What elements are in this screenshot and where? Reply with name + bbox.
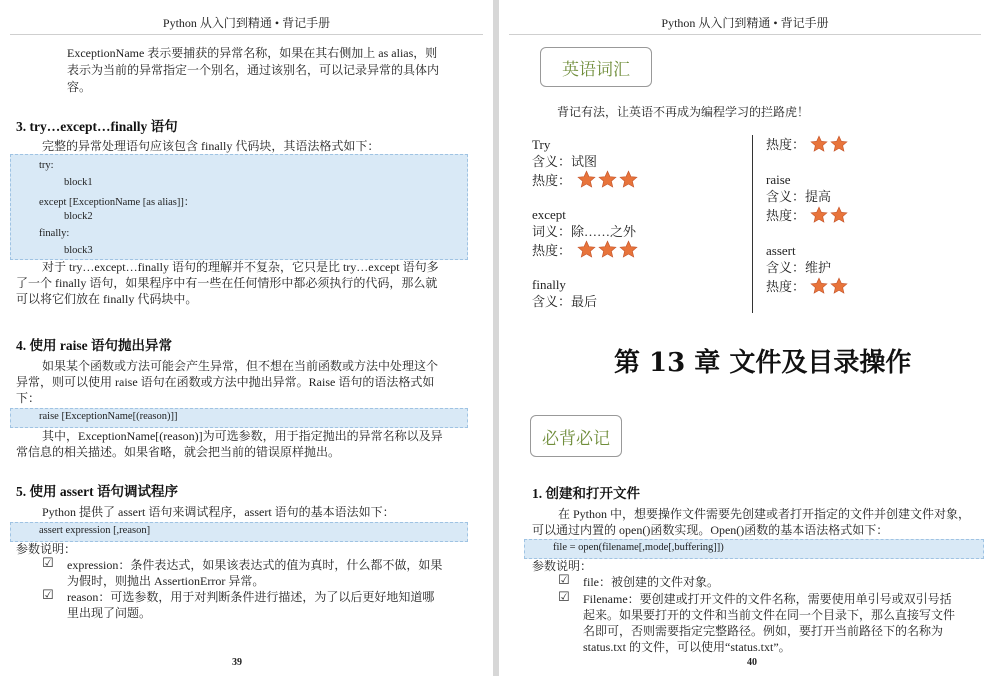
body-line: 常信息的相关描述。如果省略，就会把当前的错误原样抛出。 xyxy=(16,445,341,459)
param-line: Filename：要创建或打开文件的文件名称，需要使用单引号或双引号括 xyxy=(583,592,952,606)
chapter-title: 第 13 章 文件及目录操作 xyxy=(614,348,912,378)
code-line: try: xyxy=(39,160,54,171)
param-line: expression：条件表达式，如果该表达式的值为真时，什么都不做，如果 xyxy=(67,558,443,572)
intro-line: 容。 xyxy=(67,80,92,94)
code-line: file = open(filename[,mode[,buffering]]) xyxy=(553,542,724,553)
header-rule xyxy=(10,34,483,35)
star-icon xyxy=(810,206,828,224)
param-line: 里出现了问题。 xyxy=(67,606,152,620)
star-icon xyxy=(619,170,638,189)
body-line: 了一个 finally 语句，如果程序中有一些在任何情形中都必须执行的代码，那么就 xyxy=(16,276,438,290)
param-line: file：被创建的文件对象。 xyxy=(583,575,719,589)
code-line: assert expression [,reason] xyxy=(39,525,151,536)
checkbox-icon: ☑ xyxy=(42,556,54,571)
vocab-meaning: 含义：维护 xyxy=(766,260,832,275)
star-icon xyxy=(598,170,617,189)
body-line: 如果某个函数或方法可能会产生异常，但不想在当前函数或方法中处理这个 xyxy=(42,359,439,373)
star-icon xyxy=(598,240,617,259)
intro-line: 表示为当前的异常指定一个别名，通过该别名，可以记录异常的具体内 xyxy=(67,63,440,77)
body-line: 可以将它们放在 finally 代码块中。 xyxy=(16,292,198,306)
heat-stars xyxy=(577,240,638,259)
vocab-word: Try xyxy=(532,137,551,152)
vocab-word: raise xyxy=(766,172,791,187)
body-line: 可以通过内置的 open()函数实现。Open()函数的基本语法格式如下： xyxy=(532,523,889,537)
param-line: 名即可，否则需要指定完整路径。例如，要打开当前路径下的名称为 xyxy=(583,624,944,638)
code-block xyxy=(10,154,468,260)
memo-tag: 必背必记 xyxy=(530,415,622,457)
vocab-meaning: 含义：提高 xyxy=(766,189,832,204)
params-label: 参数说明： xyxy=(16,542,77,556)
section-desc: Python 提供了 assert 语句来调试程序，assert 语句的基本语法如下： xyxy=(42,505,395,519)
page-number: 39 xyxy=(232,657,242,668)
code-block xyxy=(10,522,468,542)
heat-label: 热度： xyxy=(766,208,806,223)
page-number: 40 xyxy=(747,657,757,668)
left-page xyxy=(0,0,493,676)
params-label: 参数说明： xyxy=(532,559,593,573)
vocab-divider xyxy=(752,135,753,313)
vocab-meaning: 含义：试图 xyxy=(532,154,598,169)
running-header: Python 从入门到精通 • 背记手册 xyxy=(661,16,829,30)
checkbox-icon: ☑ xyxy=(42,588,54,603)
body-line: 异常，则可以使用 raise 语句在函数或方法中抛出异常。Raise 语句的语法格式如 xyxy=(16,375,435,389)
heat-label: 热度： xyxy=(532,243,572,258)
vocab-meaning: 词义：除……之外 xyxy=(532,224,637,239)
body-line: 其中，ExceptionName[(reason)]为可选参数，用于指定抛出的异常名称以及异 xyxy=(42,429,443,443)
heat-stars xyxy=(810,135,848,153)
vocab-meaning: 含义：最后 xyxy=(532,294,598,309)
right-page xyxy=(499,0,991,676)
section-heading: 5. 使用 assert 语句调试程序 xyxy=(16,484,178,499)
body-line: 对于 try…except…finally 语句的理解并不复杂，它只是比 try…except 语句多 xyxy=(42,260,439,274)
vocab-word: except xyxy=(532,207,566,222)
star-icon xyxy=(830,135,848,153)
checkbox-icon: ☑ xyxy=(558,590,570,605)
code-line: block2 xyxy=(64,211,93,222)
intro-line: ExceptionName 表示要捕获的异常名称，如果在其右侧加上 as alias，则 xyxy=(67,46,438,60)
star-icon xyxy=(810,277,828,295)
param-line: reason：可选参数，用于对判断条件进行描述，为了以后更好地知道哪 xyxy=(67,590,435,604)
heat-stars xyxy=(810,277,848,295)
star-icon xyxy=(830,206,848,224)
heat-stars xyxy=(577,170,638,189)
heat-label: 热度： xyxy=(532,173,572,188)
param-line: 为假时，则抛出 AssertionError 异常。 xyxy=(67,574,265,588)
section-heading: 1. 创建和打开文件 xyxy=(532,486,640,501)
star-icon xyxy=(830,277,848,295)
star-icon xyxy=(577,170,596,189)
code-line: block3 xyxy=(64,245,93,256)
checkbox-icon: ☑ xyxy=(558,573,570,588)
body-line: 在 Python 中，想要操作文件需要先创建或者打开指定的文件并创建文件对象， xyxy=(558,507,971,521)
param-line: 起来。如果要打开的文件和当前文件在同一个目录下，那么直接写文件 xyxy=(583,608,956,622)
vocab-word: assert xyxy=(766,243,796,258)
header-rule xyxy=(509,34,981,35)
vocab-tag: 英语词汇 xyxy=(540,47,652,87)
section-heading: 3. try…except…finally 语句 xyxy=(16,119,178,134)
code-line: block1 xyxy=(64,177,93,188)
code-line: raise [ExceptionName[(reason)]] xyxy=(39,411,178,422)
param-line: status.txt 的文件，可以使用“status.txt”。 xyxy=(583,640,791,654)
code-line: except [ExceptionName [as alias]]： xyxy=(39,197,195,208)
heat-stars xyxy=(810,206,848,224)
body-line: 下： xyxy=(16,391,41,405)
vocab-intro: 背记有法，让英语不再成为编程学习的拦路虎！ xyxy=(557,105,810,119)
star-icon xyxy=(810,135,828,153)
section-heading: 4. 使用 raise 语句抛出异常 xyxy=(16,338,172,353)
section-desc: 完整的异常处理语句应该包含 finally 代码块，其语法格式如下： xyxy=(42,139,380,153)
star-icon xyxy=(577,240,596,259)
star-icon xyxy=(619,240,638,259)
heat-label: 热度： xyxy=(766,279,806,294)
code-line: finally: xyxy=(39,228,70,239)
heat-label: 热度： xyxy=(766,137,806,152)
code-block xyxy=(524,539,984,559)
running-header: Python 从入门到精通 • 背记手册 xyxy=(162,16,331,30)
code-block xyxy=(10,408,468,428)
vocab-word: finally xyxy=(532,277,566,292)
